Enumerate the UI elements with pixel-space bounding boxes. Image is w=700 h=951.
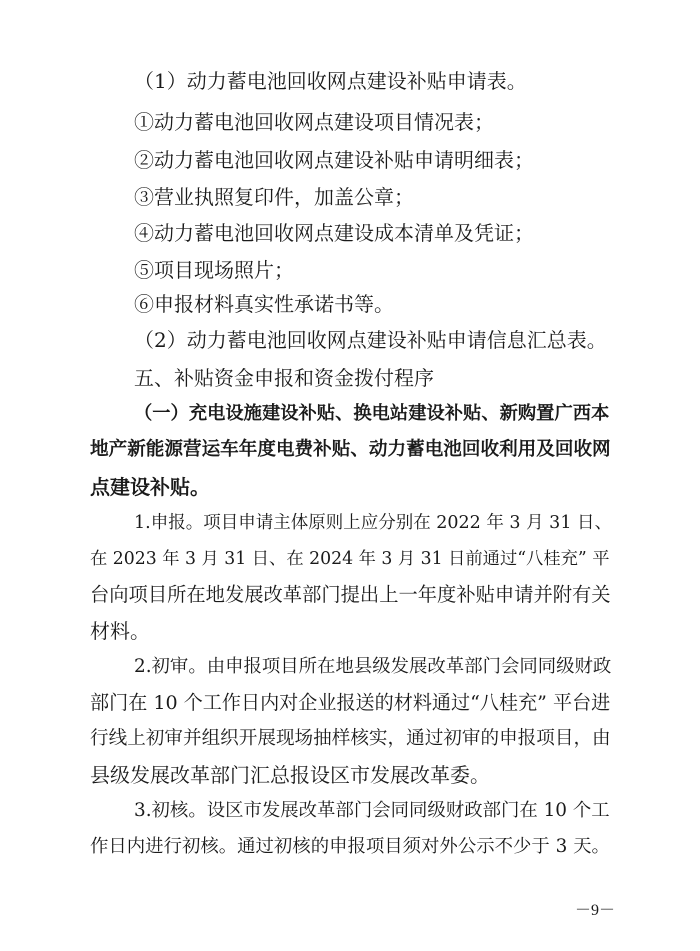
text-line: ①动力蓄电池回收网点建设项目情况表；: [134, 110, 494, 134]
text-line: 作日内进行初核。通过初核的申报项目须对外公示不少于 3 天。: [90, 836, 610, 857]
subsection-heading: 地产新能源营运车年度电费补贴、动力蓄电池回收利用及回收网: [90, 439, 611, 460]
text-line: ④动力蓄电池回收网点建设成本清单及凭证；: [134, 221, 534, 245]
text-line: 在 2023 年 3 月 31 日、在 2024 年 3 月 31 日前通过“八桂充” 平: [90, 549, 610, 569]
text-line: 行线上初审并组织开展现场抽样核实，通过初审的申报项目，由: [90, 728, 611, 749]
text-line: （1）动力蓄电池回收网点建设补贴申请表。: [134, 69, 527, 93]
text-line: 台向项目所在地发展改革部门提出上一年度补贴申请并附有关: [90, 583, 611, 606]
section-heading: 五、补贴资金申报和资金拨付程序: [134, 366, 434, 390]
text-line: ②动力蓄电池回收网点建设补贴申请明细表；: [134, 148, 534, 172]
text-line: 部门在 10 个工作日内对企业报送的材料通过“八桂充” 平台进: [90, 691, 611, 714]
text-line: ③营业执照复印件，加盖公章；: [134, 185, 414, 209]
text-line: 材料。: [90, 619, 150, 643]
text-line: 1.申报。项目申请主体原则上应分别在 2022 年 3 月 31 日、: [134, 513, 613, 533]
text-line: ⑥申报材料真实性承诺书等。: [134, 292, 394, 316]
text-line: 2.初审。由申报项目所在地县级发展改革部门会同同级财政: [134, 656, 612, 677]
text-line: （2）动力蓄电池回收网点建设补贴申请信息汇总表。: [134, 328, 607, 352]
subsection-heading: （一）充电设施建设补贴、换电站建设补贴、新购置广西本: [134, 403, 610, 424]
text-line: 县级发展改革部门汇总报设区市发展改革委。: [90, 763, 490, 787]
text-line: 3.初核。设区市发展改革部门会同同级财政部门在 10 个工: [134, 800, 610, 821]
subsection-heading: 点建设补贴。: [90, 475, 210, 499]
page-number: －9－: [575, 902, 616, 919]
text-line: ⑤项目现场照片；: [134, 258, 294, 282]
